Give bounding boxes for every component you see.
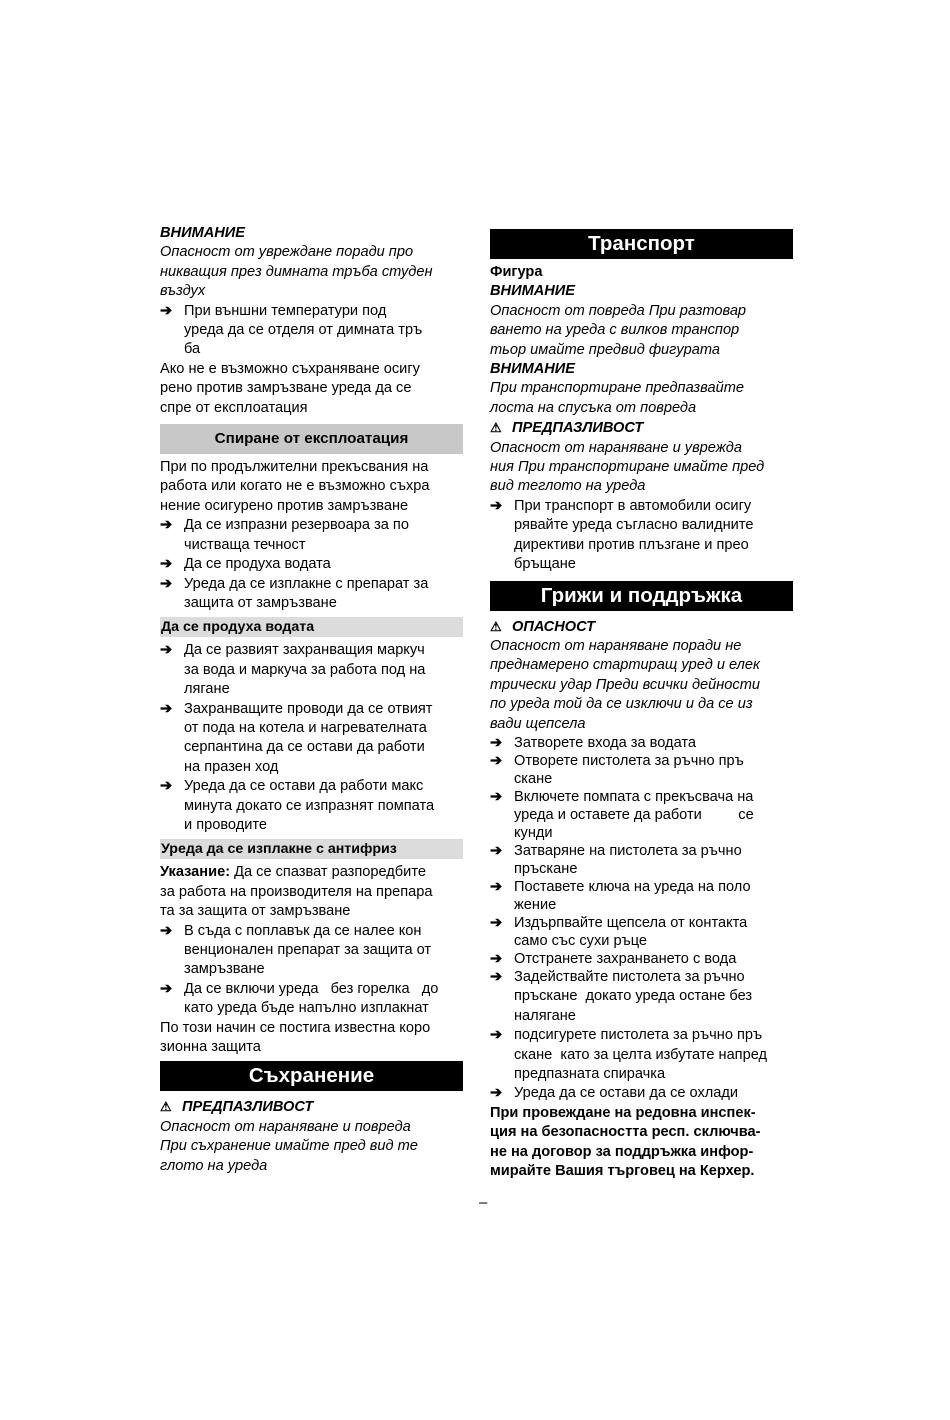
bullet-item bbox=[160, 575, 463, 614]
text-line: ция на безопасността респ. сключва- bbox=[490, 1124, 761, 1141]
warning-title: ВНИМАНИЕ bbox=[490, 361, 576, 378]
paragraph bbox=[160, 458, 463, 516]
caution-text bbox=[490, 439, 793, 497]
text-line: лоста на спусъка от повреда bbox=[490, 399, 697, 416]
bullet-item bbox=[490, 752, 793, 788]
text-line: При транспортиране предпазвайте bbox=[490, 380, 744, 397]
bullet-text: При транспорт в автомобили осигу рявайте уреда съгласно валидните директиви против плъзгане и прео бръщане bbox=[514, 497, 754, 573]
caution-label: ПРЕДПАЗЛИВОСТ bbox=[512, 420, 644, 437]
bullet-text: При външни температури под уреда да се отделя от димната тръ ба bbox=[184, 302, 423, 358]
bullet-item bbox=[490, 1084, 793, 1103]
note-label: Указание: bbox=[160, 864, 231, 881]
bullet-text: Захранващите проводи да се отвият от пода на котела и нагревателната серпантина да се остави да работи на празен ход bbox=[184, 700, 433, 775]
text-line: въздух bbox=[160, 283, 206, 300]
arrow-icon: ➔ bbox=[490, 842, 503, 859]
bullet-item bbox=[490, 968, 793, 1026]
bullet-text: Да се развият захранващия маркуч за вода и маркуча за работа под на лягане bbox=[184, 642, 426, 698]
arrow-icon: ➔ bbox=[160, 556, 173, 573]
bullet-item bbox=[490, 788, 793, 842]
bullet-item bbox=[160, 516, 463, 555]
text-line: тьор имайте предвид фигурата bbox=[490, 341, 720, 358]
subheading-blow-water: Да се продуха водата bbox=[160, 617, 463, 637]
bullet-text: Уреда да се изплакне с препарат за защита от замръзване bbox=[184, 575, 429, 611]
text-line: вади щепсела bbox=[490, 715, 586, 732]
bullet-item bbox=[160, 777, 463, 835]
subheading-rinse-antifreeze: Уреда да се изплакне с антифриз bbox=[160, 839, 463, 859]
text-line: Опасност от нараняване поради не bbox=[490, 637, 742, 654]
arrow-icon: ➔ bbox=[490, 914, 503, 931]
bullet-text: Затворете входа за водата bbox=[514, 734, 697, 751]
danger-text bbox=[490, 637, 793, 734]
bullet-text: Затваряне на пистолета за ръчно пръскане bbox=[514, 842, 742, 877]
text-line: При по продължителни прекъсвания на bbox=[160, 459, 429, 476]
text-line: по уреда той да се изключи и да се из bbox=[490, 696, 753, 713]
bullet-item bbox=[490, 1026, 793, 1084]
arrow-icon: ➔ bbox=[490, 950, 503, 967]
bullet-item bbox=[490, 878, 793, 914]
bullet-item bbox=[160, 980, 463, 1019]
caution-label: ПРЕДПАЗЛИВОСТ bbox=[182, 1099, 314, 1116]
bullet-text: Да се изпразни резервоара за по чистваща течност bbox=[184, 517, 409, 553]
text-line: никващия през димната тръба студен bbox=[160, 263, 433, 280]
arrow-icon: ➔ bbox=[160, 922, 173, 939]
bullet-text: Отворете пистолета за ръчно пръ скане bbox=[514, 752, 744, 787]
text-line: не на договор за поддръжка инфор- bbox=[490, 1143, 754, 1160]
text-line: Опасност от нараняване и уврежда bbox=[490, 439, 742, 456]
text-line: Опасност от нараняване и повреда bbox=[160, 1118, 411, 1135]
arrow-icon: ➔ bbox=[490, 752, 503, 769]
bullet-text: В съда с поплавък да се налее кон венционален препарат за защита от замръзване bbox=[184, 922, 432, 978]
bullet-text: Издърпвайте щепсела от контакта само със сухи ръце bbox=[514, 914, 748, 949]
warning-icon: ⚠ bbox=[490, 420, 502, 436]
bullet-text: подсигурете пистолета за ръчно пръ скане като за целта избутате напред предпазната спирачка bbox=[514, 1027, 768, 1082]
bullet-item bbox=[160, 922, 463, 980]
arrow-icon: ➔ bbox=[490, 968, 503, 985]
arrow-icon: ➔ bbox=[490, 1027, 503, 1044]
text-line: нение осигурено против замръзване bbox=[160, 497, 409, 514]
text-line: за работа на производителя на препара bbox=[160, 883, 433, 900]
caution-title bbox=[160, 1097, 463, 1117]
bullet-item bbox=[160, 641, 463, 699]
text-line: та за защита от замръзване bbox=[160, 903, 351, 920]
bullet-item bbox=[160, 700, 463, 778]
caution-title bbox=[490, 418, 793, 438]
bullet-item bbox=[490, 914, 793, 950]
section-heading-care: Грижи и поддръжка bbox=[490, 581, 793, 611]
paragraph bbox=[160, 1019, 463, 1058]
arrow-icon: ➔ bbox=[160, 642, 173, 659]
warning-text bbox=[490, 302, 793, 360]
text-line: При съхранение имайте пред вид те bbox=[160, 1138, 418, 1155]
bullet-text: Уреда да се остави да работи макс минута докато се изпразнят помпата и проводите bbox=[184, 778, 435, 833]
arrow-icon: ➔ bbox=[160, 700, 173, 717]
bullet-item bbox=[490, 734, 793, 752]
bullet-item bbox=[160, 302, 463, 360]
warning-icon: ⚠ bbox=[160, 1099, 172, 1115]
bullet-text: Уреда да се остави да се охлади bbox=[514, 1085, 739, 1102]
warning-title: ВНИМАНИЕ bbox=[160, 225, 246, 241]
bullet-item bbox=[490, 950, 793, 968]
arrow-icon: ➔ bbox=[490, 1085, 503, 1102]
text-line: Опасност от увреждане поради про bbox=[160, 244, 414, 261]
note-text: Да се спазват разпоредбите bbox=[230, 864, 426, 881]
danger-title bbox=[490, 617, 793, 637]
arrow-icon: ➔ bbox=[160, 517, 173, 534]
note bbox=[160, 863, 463, 921]
text-line: ния При транспортиране имайте пред bbox=[490, 459, 765, 476]
text-line: трически удар Преди всички дейности bbox=[490, 676, 760, 693]
bullet-text: Задействайте пистолета за ръчно пръскане докато уреда остане без налягане bbox=[514, 968, 753, 1024]
warning-text bbox=[490, 379, 793, 418]
care-steps bbox=[490, 734, 793, 1104]
section-heading-storage: Съхранение bbox=[160, 1061, 463, 1091]
bullet-text: Поставете ключа на уреда на поло жение bbox=[514, 878, 751, 913]
bullet-text: Включете помпата с прекъсвача на уреда и оставете да работи се кунди bbox=[514, 788, 754, 841]
arrow-icon: ➔ bbox=[160, 778, 173, 795]
text-line: Опасност от повреда При разтовар bbox=[490, 302, 747, 319]
figure-label: Фигура bbox=[490, 264, 543, 280]
warning-icon: ⚠ bbox=[490, 618, 502, 634]
bullet-item bbox=[160, 555, 463, 574]
bullet-text: Да се включи уреда без горелка до като уреда бъде напълно изплакнат bbox=[184, 980, 439, 1017]
bullet-item bbox=[490, 497, 793, 575]
text-line: вид теглото на уреда bbox=[490, 478, 646, 495]
caution-text bbox=[160, 1118, 463, 1176]
warning-text bbox=[160, 243, 463, 301]
arrow-icon: ➔ bbox=[490, 878, 503, 895]
arrow-icon: ➔ bbox=[160, 575, 173, 592]
service-notice bbox=[490, 1104, 793, 1182]
danger-label: ОПАСНОСТ bbox=[512, 618, 595, 635]
arrow-icon: ➔ bbox=[490, 734, 503, 751]
text-line: При провеждане на редовна инспек- bbox=[490, 1104, 756, 1121]
left-column bbox=[160, 224, 463, 1176]
bullet-item bbox=[490, 842, 793, 878]
arrow-icon: ➔ bbox=[160, 302, 173, 319]
arrow-icon: ➔ bbox=[490, 788, 503, 805]
section-heading-transport: Транспорт bbox=[490, 229, 793, 259]
text-line: зионна защита bbox=[160, 1039, 261, 1056]
paragraph bbox=[160, 360, 463, 418]
page-number: – bbox=[479, 1194, 488, 1211]
section-heading-stop: Спиране от експлоатация bbox=[160, 424, 463, 454]
right-column bbox=[490, 224, 793, 1181]
text-line: По този начин се постига известна коро bbox=[160, 1019, 431, 1036]
text-line: глото на уреда bbox=[160, 1157, 268, 1174]
bullet-text: Да се продуха водата bbox=[184, 556, 331, 573]
warning-title: ВНИМАНИЕ bbox=[490, 283, 576, 300]
arrow-icon: ➔ bbox=[490, 497, 503, 514]
text-line: спре от експлоатация bbox=[160, 399, 308, 416]
text-line: работа или когато не е възможно съхра bbox=[160, 478, 430, 495]
text-line: мирайте Вашия търговец на Керхер. bbox=[490, 1163, 755, 1179]
text-line: преднамерено стартиращ уред и елек bbox=[490, 657, 760, 674]
arrow-icon: ➔ bbox=[160, 980, 173, 997]
text-line: ването на уреда с вилков транспор bbox=[490, 322, 740, 339]
text-line: рено против замръзване уреда да се bbox=[160, 380, 412, 397]
text-line: Ако не е възможно съхраняване осигу bbox=[160, 360, 420, 377]
bullet-text: Отстранете захранването с вода bbox=[514, 950, 737, 967]
